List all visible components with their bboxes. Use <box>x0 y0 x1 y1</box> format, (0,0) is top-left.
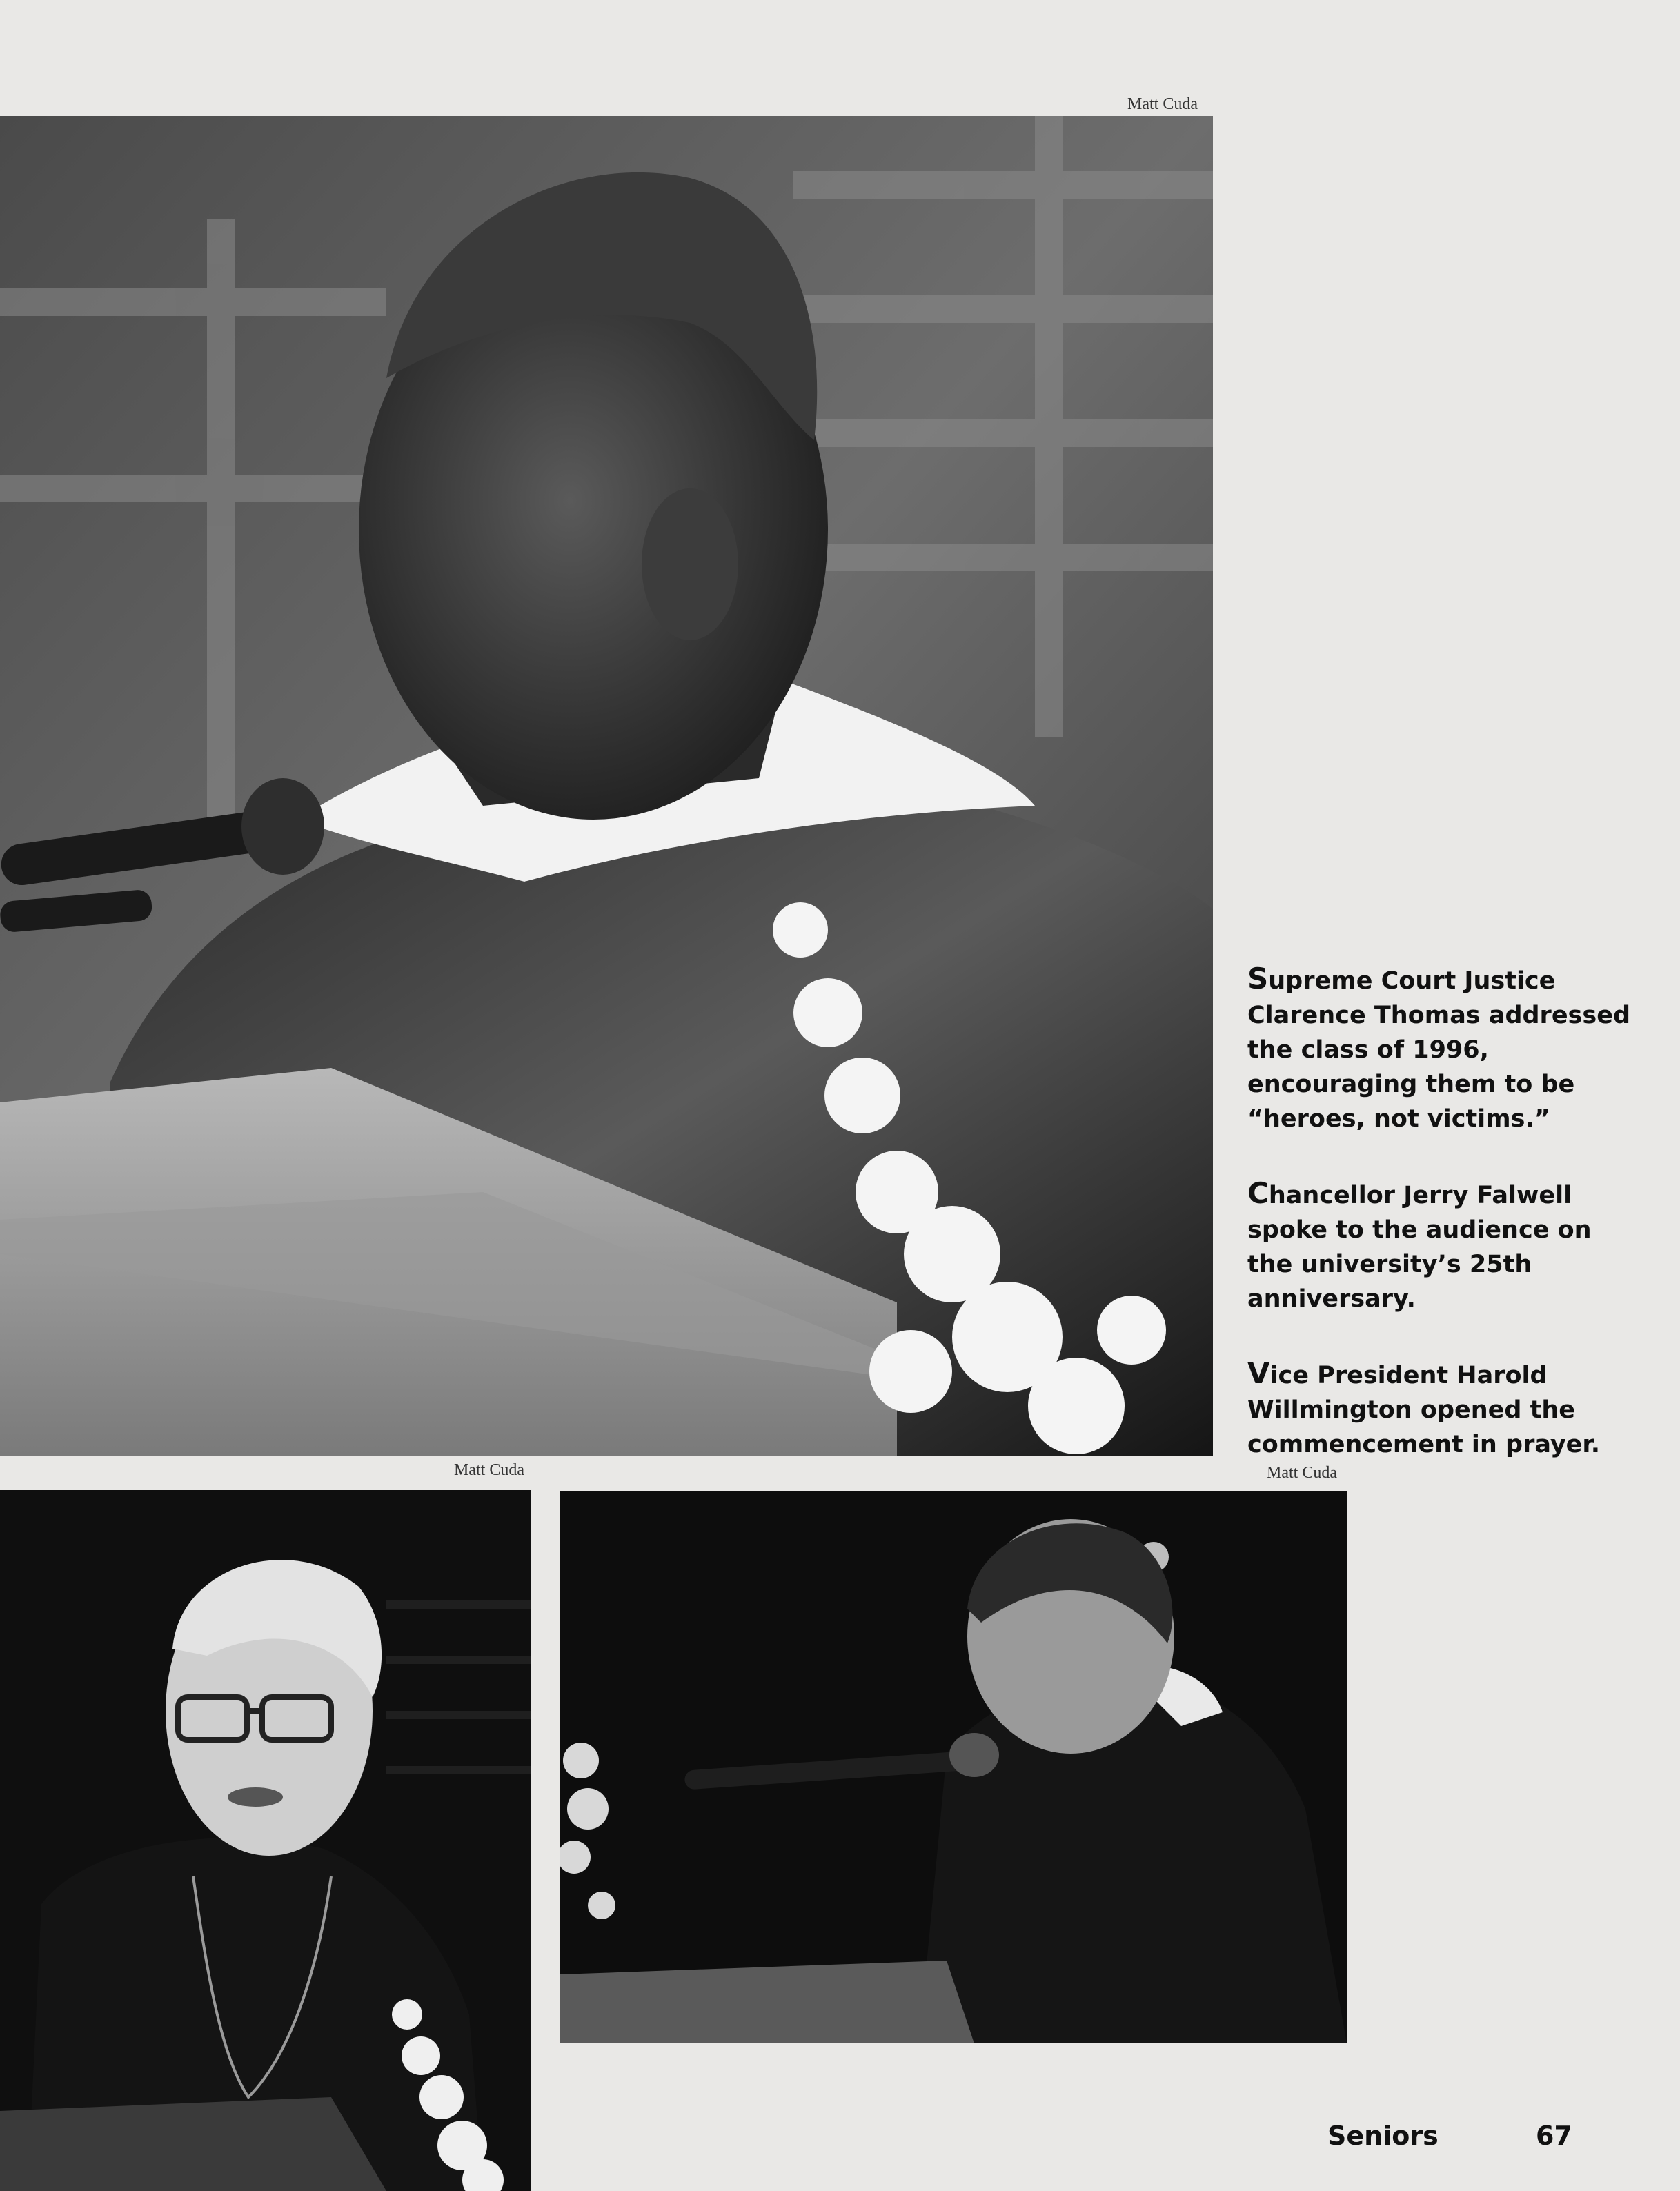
photo-credit-main: Matt Cuda <box>1127 95 1198 113</box>
caption-willmington <box>1247 1356 1634 1462</box>
caption-text: ice President Harold Willmington opened the commencement in prayer. <box>1247 1362 1600 1458</box>
section-label: Seniors <box>1327 2121 1439 2151</box>
caption-text: upreme Court Justice Clarence Thomas addressed the class of 1996, encouraging them to be “heroes, not victims.” <box>1247 967 1631 1133</box>
photo-falwell <box>0 1490 531 2191</box>
caption-falwell <box>1247 1176 1634 1316</box>
caption-dropcap: C <box>1247 1176 1269 1210</box>
caption-text: hancellor Jerry Falwell spoke to the audience on the university’s 25th anniversary. <box>1247 1182 1592 1313</box>
caption-dropcap: S <box>1247 962 1269 995</box>
photo-credit-bottom-left: Matt Cuda <box>454 1461 524 1479</box>
caption-list <box>1247 962 1634 1502</box>
caption-dropcap: V <box>1247 1356 1270 1390</box>
photo-willmington <box>560 1491 1347 2043</box>
caption-thomas <box>1247 962 1634 1136</box>
photo-credit-bottom-right: Matt Cuda <box>1267 1464 1337 1482</box>
page-number: 67 <box>1536 2121 1572 2151</box>
photo-commencement-speaker <box>0 116 1213 1456</box>
